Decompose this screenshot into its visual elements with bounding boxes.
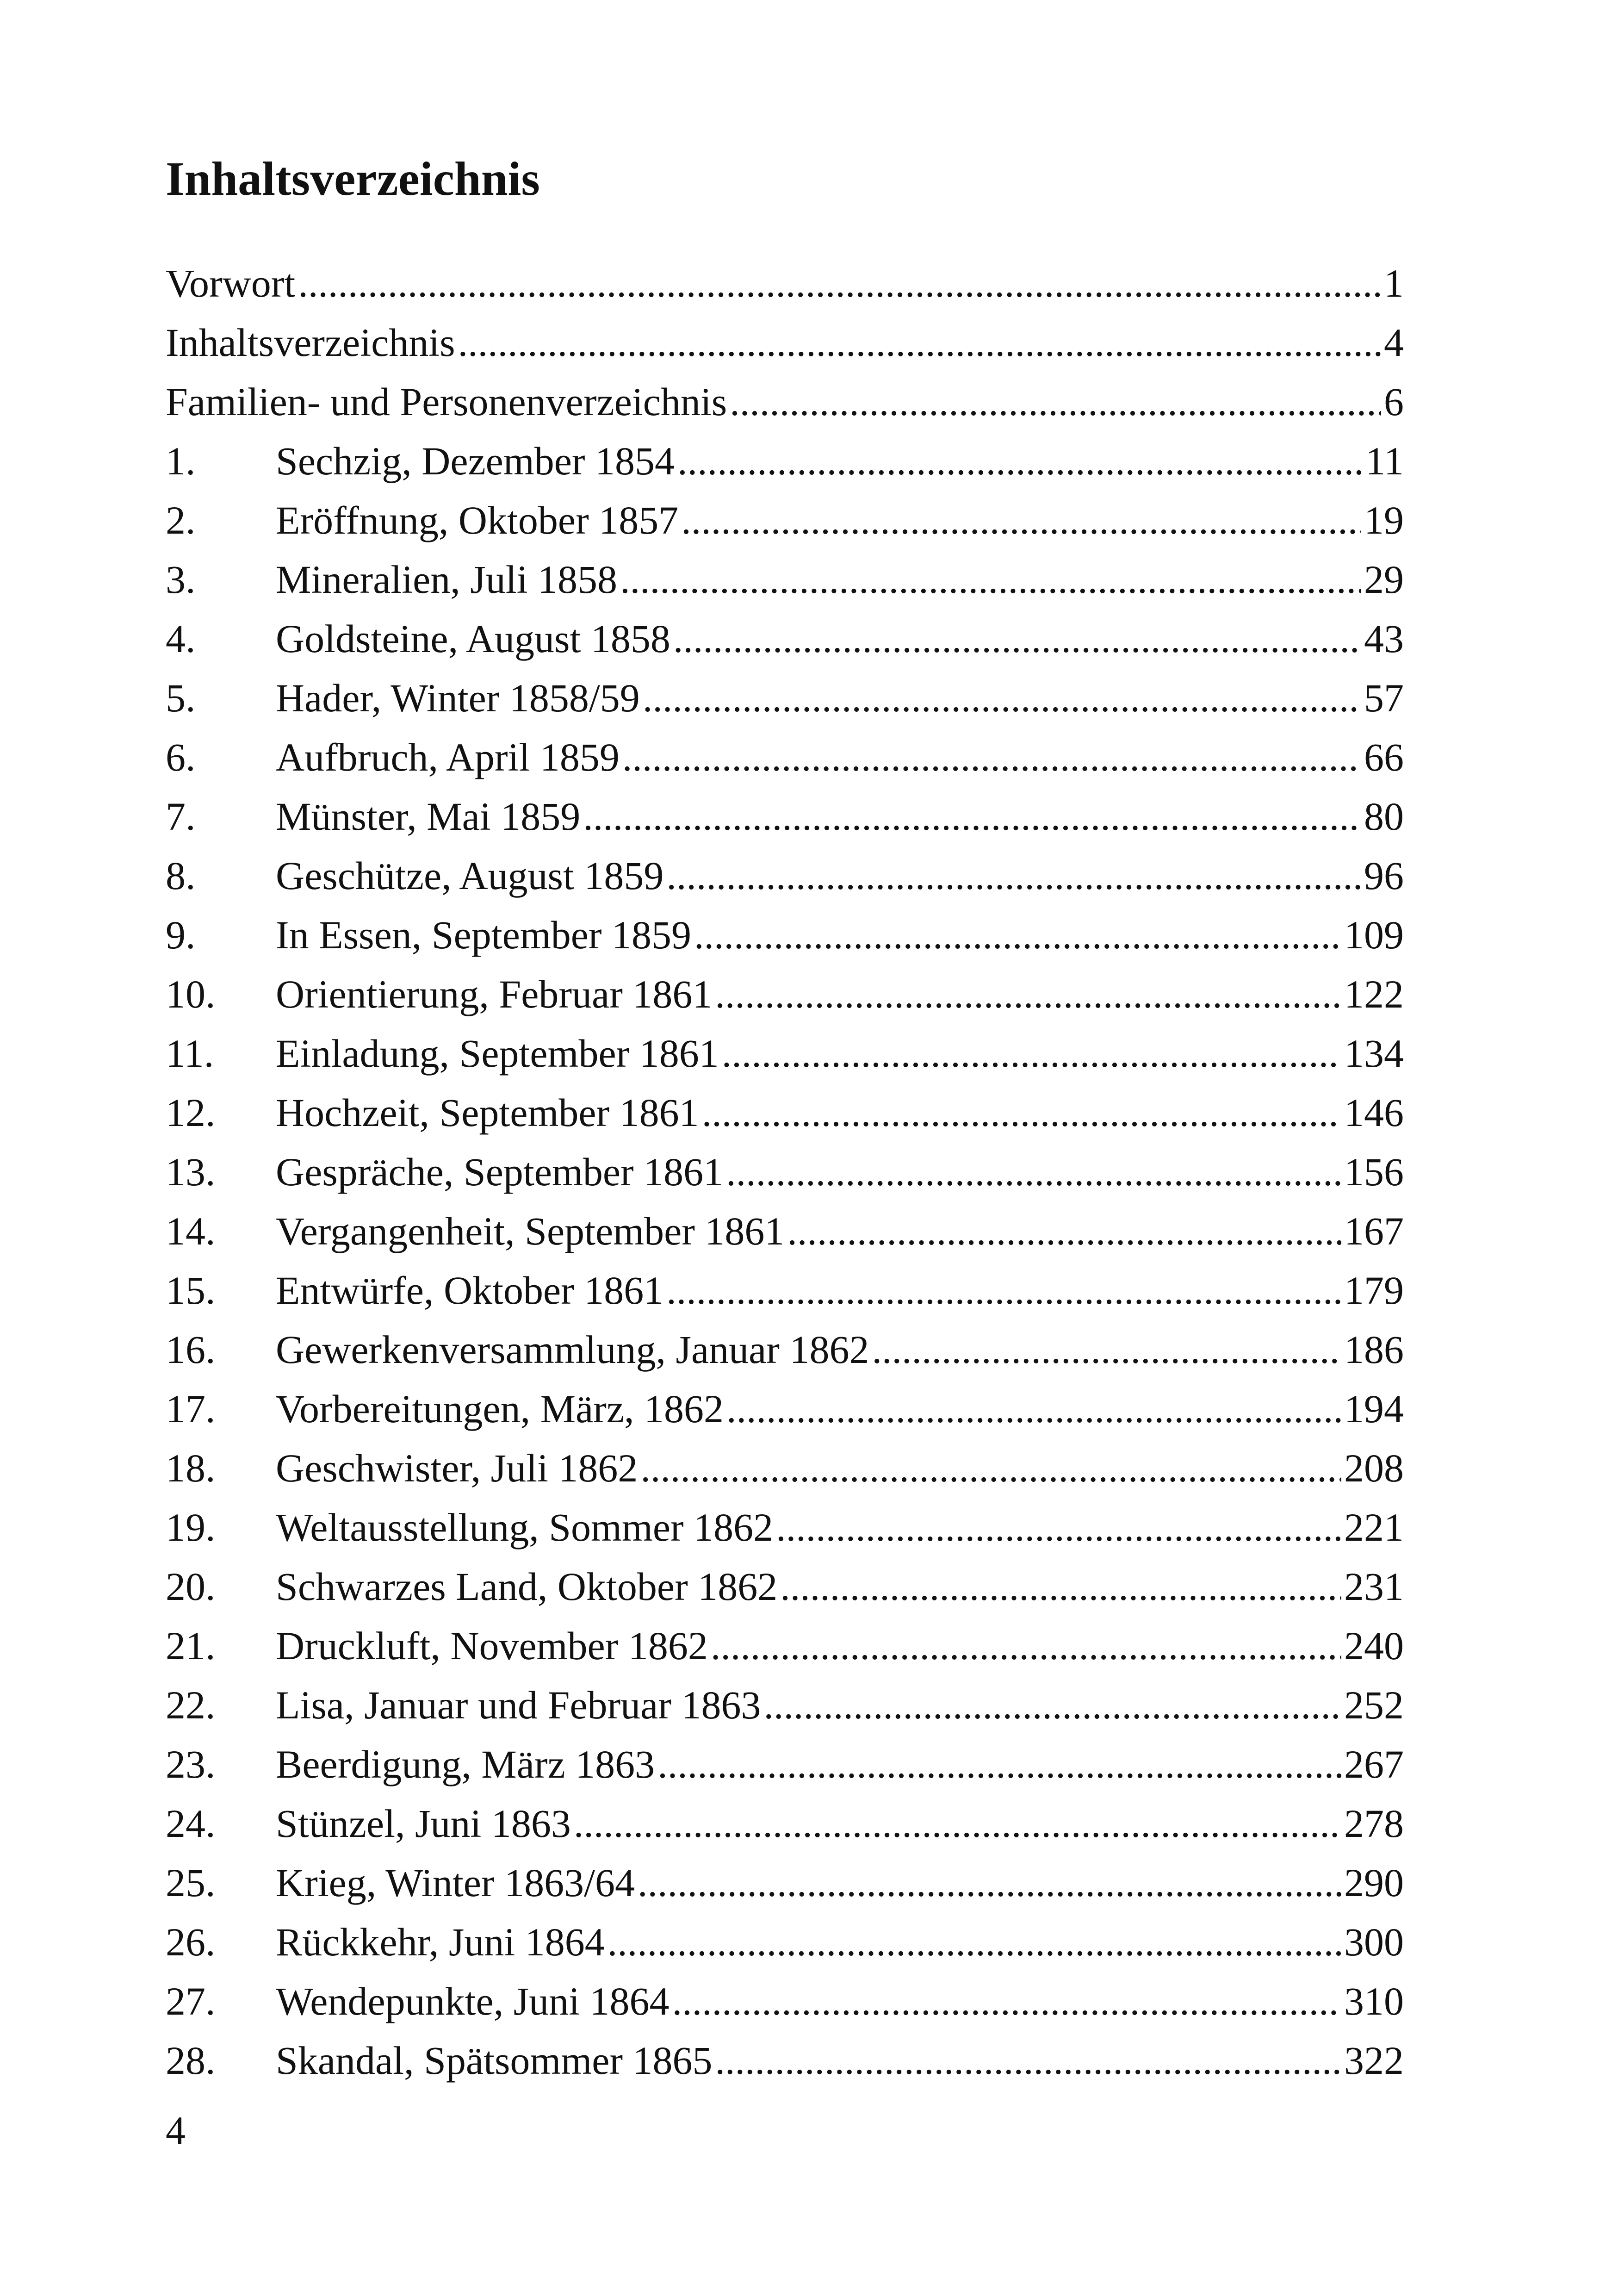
dot-leader	[722, 1024, 1341, 1083]
toc-entry	[166, 668, 1404, 728]
dot-leader	[681, 491, 1361, 550]
toc-entry	[166, 964, 1404, 1024]
toc-entry-title: Gewerkenversammlung, Januar 1862	[276, 1327, 869, 1372]
toc-entry	[166, 1083, 1404, 1142]
toc-entry-title: Münster, Mai 1859	[276, 794, 581, 839]
toc-entry-title: Gespräche, September 1861	[276, 1150, 724, 1194]
toc-entry-page: 252	[1344, 1683, 1404, 1727]
toc-entry	[166, 1912, 1404, 1972]
toc-entry-page: 322	[1344, 2038, 1404, 2083]
toc-entry-page: 290	[1344, 1860, 1404, 1905]
toc-entry-number: 22.	[166, 1683, 216, 1727]
toc-entry-page: 57	[1364, 676, 1404, 720]
toc-entry-number: 6.	[166, 735, 196, 779]
toc-entry-title: Inhaltsverzeichnis	[166, 320, 455, 365]
dot-leader	[672, 1972, 1341, 2031]
dot-leader	[643, 668, 1361, 728]
toc-entry-number: 17.	[166, 1387, 216, 1431]
toc-entry-page: 96	[1364, 853, 1404, 898]
toc-entry	[166, 905, 1404, 964]
toc-entry-page: 186	[1344, 1327, 1404, 1372]
toc-entry	[166, 1498, 1404, 1557]
dot-leader	[640, 1438, 1341, 1498]
toc-entry-page: 300	[1344, 1920, 1404, 1964]
toc-entry	[166, 313, 1404, 372]
toc-entry	[166, 609, 1404, 668]
toc-entry-title: Eröffnung, Oktober 1857	[276, 498, 679, 542]
dot-leader	[666, 1261, 1341, 1320]
toc-entry	[166, 1261, 1404, 1320]
dot-leader	[776, 1498, 1341, 1557]
toc-entry-number: 27.	[166, 1979, 216, 2023]
toc-entry-title: Hochzeit, September 1861	[276, 1090, 699, 1135]
toc-entry-number: 28.	[166, 2038, 216, 2083]
toc-entry-title: Geschwister, Juli 1862	[276, 1446, 638, 1490]
toc-entry	[166, 550, 1404, 609]
toc-entry-number: 19.	[166, 1505, 216, 1549]
toc-entry-number: 2.	[166, 498, 196, 542]
toc-entry	[166, 1853, 1404, 1912]
toc-entry-page: 146	[1344, 1090, 1404, 1135]
toc-entry-number: 8.	[166, 853, 196, 898]
toc-entry-title: Sechzig, Dezember 1854	[276, 439, 675, 483]
dot-leader	[638, 1853, 1341, 1912]
dot-leader	[666, 846, 1361, 905]
toc-entry-title: Einladung, September 1861	[276, 1031, 719, 1076]
dot-leader	[872, 1320, 1341, 1379]
toc-entry	[166, 1438, 1404, 1498]
toc-entry	[166, 1557, 1404, 1616]
toc-entry-title: Krieg, Winter 1863/64	[276, 1860, 635, 1905]
toc-entry-number: 3.	[166, 557, 196, 602]
toc-entry-page: 29	[1364, 557, 1404, 602]
toc-entry-page: 43	[1364, 616, 1404, 661]
toc-entry-page: 6	[1384, 380, 1404, 424]
toc-entry	[166, 1142, 1404, 1201]
dot-leader	[574, 1794, 1341, 1853]
dot-leader	[711, 1616, 1341, 1675]
toc-entry-title: Wendepunkte, Juni 1864	[276, 1979, 670, 2023]
toc-entry-title: Orientierung, Februar 1861	[276, 972, 713, 1016]
toc-entry-page: 1	[1384, 261, 1404, 305]
toc-entry-number: 14.	[166, 1209, 216, 1253]
toc-entry	[166, 1735, 1404, 1794]
toc-entry-title: Vorwort	[166, 261, 296, 305]
toc-entry-number: 18.	[166, 1446, 216, 1490]
toc-entry-page: 11	[1365, 439, 1404, 483]
dot-leader	[583, 787, 1361, 846]
toc-entry-title: Hader, Winter 1858/59	[276, 676, 640, 720]
dot-leader	[677, 431, 1363, 491]
toc-entry-number: 15.	[166, 1268, 216, 1313]
toc-entry-title: Skandal, Spätsommer 1865	[276, 2038, 713, 2083]
page-number: 4	[166, 2108, 186, 2153]
toc-entry-title: Vorbereitungen, März, 1862	[276, 1387, 724, 1431]
toc-entry	[166, 1320, 1404, 1379]
toc-entry-number: 12.	[166, 1090, 216, 1135]
toc-entry-number: 24.	[166, 1801, 216, 1846]
dot-leader	[657, 1735, 1341, 1794]
toc-entry-page: 179	[1344, 1268, 1404, 1313]
toc-entry-title: Lisa, Januar und Februar 1863	[276, 1683, 761, 1727]
toc-entry-page: 156	[1344, 1150, 1404, 1194]
toc-entry-page: 194	[1344, 1387, 1404, 1431]
dot-leader	[458, 313, 1381, 372]
toc-entry	[166, 1675, 1404, 1735]
dot-leader	[715, 964, 1341, 1024]
dot-leader	[673, 609, 1361, 668]
dot-leader	[730, 372, 1381, 431]
dot-leader	[726, 1142, 1341, 1201]
toc-entry-number: 13.	[166, 1150, 216, 1194]
toc-entry-title: Beerdigung, März 1863	[276, 1742, 655, 1786]
toc-entry	[166, 491, 1404, 550]
toc-entry-number: 5.	[166, 676, 196, 720]
toc-entry-number: 26.	[166, 1920, 216, 1964]
toc-entry-number: 4.	[166, 616, 196, 661]
toc-entry	[166, 728, 1404, 787]
toc-entry	[166, 787, 1404, 846]
toc-entry-page: 80	[1364, 794, 1404, 839]
toc-entry-title: Rückkehr, Juni 1864	[276, 1920, 605, 1964]
toc-entry-title: Mineralien, Juli 1858	[276, 557, 618, 602]
toc-entry-number: 10.	[166, 972, 216, 1016]
toc-entry-page: 240	[1344, 1624, 1404, 1668]
dot-leader	[787, 1201, 1341, 1261]
toc-entry-page: 134	[1344, 1031, 1404, 1076]
dot-leader	[298, 254, 1381, 313]
toc-entry-number: 1.	[166, 439, 196, 483]
toc-entry-page: 208	[1344, 1446, 1404, 1490]
dot-leader	[620, 550, 1361, 609]
toc-entry-number: 16.	[166, 1327, 216, 1372]
toc-entry-page: 310	[1344, 1979, 1404, 2023]
toc-entry	[166, 431, 1404, 491]
page-title: Inhaltsverzeichnis	[166, 152, 540, 205]
toc-entry	[166, 254, 1404, 313]
toc-entry-number: 20.	[166, 1564, 216, 1609]
toc-entry	[166, 1972, 1404, 2031]
toc-entry-title: Schwarzes Land, Oktober 1862	[276, 1564, 778, 1609]
toc-entry-title: Aufbruch, April 1859	[276, 735, 620, 779]
toc-entry-title: Druckluft, November 1862	[276, 1624, 708, 1668]
toc-entry-page: 278	[1344, 1801, 1404, 1846]
dot-leader	[702, 1083, 1341, 1142]
toc-entry	[166, 1201, 1404, 1261]
dot-leader	[726, 1379, 1341, 1438]
table-of-contents	[166, 254, 1404, 2090]
toc-entry-page: 122	[1344, 972, 1404, 1016]
toc-entry-number: 9.	[166, 913, 196, 957]
toc-entry-page: 221	[1344, 1505, 1404, 1549]
toc-entry-page: 231	[1344, 1564, 1404, 1609]
toc-entry-title: Vergangenheit, September 1861	[276, 1209, 785, 1253]
toc-entry-title: Geschütze, August 1859	[276, 853, 664, 898]
dot-leader	[763, 1675, 1341, 1735]
toc-entry-page: 4	[1384, 320, 1404, 365]
toc-entry	[166, 372, 1404, 431]
toc-entry-page: 267	[1344, 1742, 1404, 1786]
toc-entry-page: 167	[1344, 1209, 1404, 1253]
toc-entry	[166, 1379, 1404, 1438]
toc-entry-title: Entwürfe, Oktober 1861	[276, 1268, 664, 1313]
toc-entry-number: 21.	[166, 1624, 216, 1668]
toc-entry-number: 7.	[166, 794, 196, 839]
dot-leader	[622, 728, 1361, 787]
toc-entry-title: Goldsteine, August 1858	[276, 616, 670, 661]
toc-entry	[166, 846, 1404, 905]
toc-entry-page: 109	[1344, 913, 1404, 957]
toc-entry	[166, 1794, 1404, 1853]
toc-entry-page: 19	[1364, 498, 1404, 542]
toc-entry	[166, 2031, 1404, 2090]
toc-entry	[166, 1024, 1404, 1083]
dot-leader	[608, 1912, 1341, 1972]
toc-entry-page: 66	[1364, 735, 1404, 779]
toc-entry-title: Weltausstellung, Sommer 1862	[276, 1505, 774, 1549]
toc-entry-title: Stünzel, Juni 1863	[276, 1801, 571, 1846]
dot-leader	[715, 2031, 1341, 2090]
toc-entry-number: 11.	[166, 1031, 214, 1076]
toc-entry-title: In Essen, September 1859	[276, 913, 692, 957]
toc-entry	[166, 1616, 1404, 1675]
toc-entry-title: Familien- und Personenverzeichnis	[166, 380, 727, 424]
dot-leader	[780, 1557, 1341, 1616]
toc-entry-number: 23.	[166, 1742, 216, 1786]
toc-entry-number: 25.	[166, 1860, 216, 1905]
dot-leader	[694, 905, 1341, 964]
